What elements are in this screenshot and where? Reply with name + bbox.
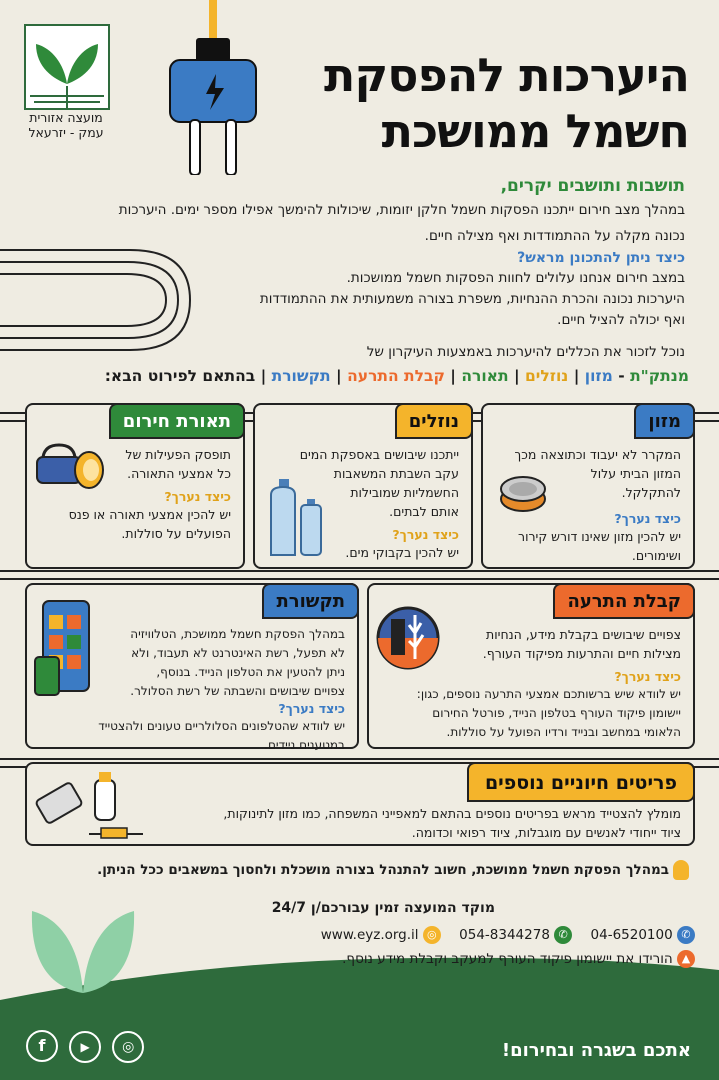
card-comm <box>25 583 359 752</box>
phone-battery-icon <box>33 599 93 699</box>
card-food-how: כיצד נערך? <box>614 511 681 526</box>
whatsapp-icon: ✆ <box>554 926 572 944</box>
acronym-dash: - <box>612 367 631 385</box>
body-line: ניתן להטעין את הטלפון הנייד. בנוסף, <box>156 665 345 679</box>
card-extra-title: פריטים חיוניים נוספים <box>467 762 695 802</box>
card-lighting-how-body <box>69 505 231 543</box>
card-alert-body <box>483 625 681 663</box>
phone-number[interactable]: 04-6520100 <box>590 927 673 943</box>
globe-icon: ◎ <box>423 926 441 944</box>
prepare-question: כיצד ניתן להתכונן מראש? <box>517 250 685 266</box>
logo-name-line2: עמק - יזרעאל <box>28 125 104 140</box>
canned-food-icon <box>499 471 547 513</box>
water-bottles-icon <box>263 477 325 561</box>
card-extra <box>25 762 695 846</box>
remember-text: נוכל לזכור את הכללים להיערכות באמצעות העיקרון של <box>366 344 685 360</box>
wire <box>0 578 719 580</box>
card-liquids <box>253 403 473 569</box>
acronym-liquids: נוזלים <box>525 367 569 385</box>
body-line: החשמליות שמובילות <box>350 485 459 500</box>
greeting: תושבות ותושבים יקרים, <box>500 176 685 196</box>
intro-paragraph-line2: נכונה מקלה על ההתמודדות ואף מצילה חיים. <box>424 228 685 244</box>
body-line: ייתכנו שיבושים באספקת המים <box>299 447 459 462</box>
acronym-alert: קבלת התרעה <box>347 367 445 385</box>
acronym-line <box>105 367 689 385</box>
logo-text <box>14 110 118 140</box>
social-icons <box>26 1030 144 1063</box>
body-line: במהלך הפסקת חשמל ממושכת, הטלוויזיה <box>130 627 345 641</box>
card-comm-body <box>130 625 345 701</box>
how-line: יש להכין מזון שאינו דורש קירור <box>518 529 681 544</box>
card-lighting <box>25 403 245 569</box>
card-lighting-how: כיצד נערך? <box>164 489 231 504</box>
body-line: אותם לבתים. <box>389 504 459 519</box>
leaf-logo <box>28 905 138 995</box>
contact-row <box>321 926 695 944</box>
body-line: מצילות חיים והתרעות מפיקוד העורף. <box>482 646 681 661</box>
home-front-command-icon: ▲ <box>677 950 695 968</box>
card-alert <box>367 583 695 749</box>
how-line: הפועלים על סוללות. <box>121 526 231 541</box>
card-liquids-how-body <box>345 543 459 562</box>
app-note-row <box>342 950 695 968</box>
acronym-sep4: | <box>330 367 348 385</box>
contact-heading: מוקד המועצה זמין עבורכם/ן 24/7 <box>271 900 495 916</box>
tip-text: במהלך הפסקת חשמל ממושכת, חשוב להתנהל בצורה מושכלת ולחסוך במשאבים ככל הניתן. <box>97 862 669 878</box>
body-line: עקב השבתת המשאבות <box>333 466 459 481</box>
acronym-tail: | בהתאם לפירוט הבא: <box>104 367 272 385</box>
body-line: לא תפעל, רשת האינטרנט לא תעבוד, ולא <box>131 646 345 660</box>
how-line: יישומון פיקוד העורף בטלפון הנייד, פורטל החירום <box>432 706 681 720</box>
card-alert-title: קבלת התרעה <box>553 583 695 619</box>
whatsapp-number[interactable]: 054-8344278 <box>459 927 550 943</box>
card-alert-how: כיצד נערך? <box>614 669 681 684</box>
acronym-comm: תקשורת <box>271 367 331 385</box>
wire <box>0 758 719 760</box>
card-food <box>481 403 695 569</box>
answer-line3: ואף יכולה להציל חיים. <box>557 312 685 328</box>
how-line: יש להכין אמצעי תאורה או פנס <box>68 507 231 522</box>
card-comm-how: כיצד נערך? <box>278 701 345 716</box>
card-alert-how-body <box>417 685 681 742</box>
body-line: המקרר לא יעבוד וכתוצאה מכך <box>514 447 681 462</box>
wire <box>0 570 719 572</box>
council-logo <box>24 24 110 110</box>
body-line: צפויים שיבושים והשבתה של רשת הסלולר. <box>130 684 345 698</box>
how-line: יש לוודא שיש ברשותכם אמצעי התרעה נוספים, כגון: <box>416 687 681 701</box>
body-line: להתקלקל. <box>621 485 681 500</box>
card-food-title: מזון <box>634 403 695 439</box>
card-extra-body <box>223 804 681 842</box>
phone-icon: ✆ <box>677 926 695 944</box>
body-line: כל אמצעי התאורה. <box>127 466 231 481</box>
card-lighting-body <box>125 445 231 483</box>
body-line: ציוד ייחודי לאנשים עם מוגבלות, ציוד רפואי וכדומה. <box>411 825 681 840</box>
body-line: תופסק הפעילות של <box>125 447 231 462</box>
facebook-icon[interactable]: f <box>26 1030 58 1062</box>
how-line: ושימורים. <box>631 548 681 563</box>
acronym-sep3: | <box>444 367 462 385</box>
card-food-how-body <box>518 527 681 565</box>
body-line: המזון הביתי עלול <box>590 466 681 481</box>
card-lighting-title: תאורת חירום <box>109 403 245 439</box>
card-liquids-title: נוזלים <box>395 403 473 439</box>
card-liquids-how: כיצד נערך? <box>392 527 459 542</box>
lightbulb-icon <box>673 860 689 880</box>
app-note: הורידו את יישומון פיקוד העורף למעקב וקבלת מידע נוסף. <box>342 951 673 967</box>
instagram-icon[interactable]: ◎ <box>112 1031 144 1063</box>
tip-line <box>97 860 689 880</box>
acronym-sep2: | <box>508 367 526 385</box>
answer-line2: היערכות נכונה והכרת ההנחיות, משפרת בצורה משמעותית את ההתמודדות <box>259 291 685 307</box>
how-line: במטענים ניידים. <box>264 738 345 752</box>
how-line: יש להכין בקבוקי מים. <box>345 545 459 560</box>
closing-text: אתכם בשגרה ובחירום! <box>501 1040 691 1061</box>
acronym-word: מנתק"ת <box>630 367 689 385</box>
how-line: יש לוודא שהטלפונים הסלולריים טעונים ולהצטייד <box>98 719 345 733</box>
how-line: הלאומי במחשב ובנייד ורדיו הפועל על סוללות. <box>446 725 681 739</box>
page-title-line1: היערכות להפסקת <box>323 48 689 102</box>
flashlight-icon <box>35 441 107 493</box>
card-comm-how-body <box>98 717 345 755</box>
website-link[interactable]: www.eyz.org.il <box>320 927 419 943</box>
body-line: מומלץ להצטייד מראש בפריטים נוספים בהתאם למאפייני המשפחה, כמו מזון לתינוקות, <box>223 806 681 821</box>
page-title-line2: חשמל ממושכת <box>381 104 689 158</box>
acronym-lighting: תאורה <box>461 367 509 385</box>
plug-icon <box>168 0 258 175</box>
acronym-sep1: | <box>568 367 585 385</box>
intro-paragraph-line1: במהלך מצב חירום ייתכנו הפסקות חשמל חלקן יזומות, שיכולות להימשך אפילו מספר ימים. היערכות <box>118 202 685 218</box>
acronym-food: מזון <box>584 367 613 385</box>
answer-line1: במצב חירום אנחנו עלולים לחוות הפסקות חשמל ממושכות. <box>346 270 685 286</box>
body-line: צפויים שיבושים בקבלת מידע, הנחיות <box>486 627 681 642</box>
medical-items-icon <box>33 770 163 842</box>
siren-alert-icon <box>375 605 441 671</box>
logo-name-line1: מועצה אזורית <box>29 110 103 125</box>
youtube-icon[interactable]: ▶ <box>69 1031 101 1063</box>
card-comm-title: תקשורת <box>262 583 359 619</box>
